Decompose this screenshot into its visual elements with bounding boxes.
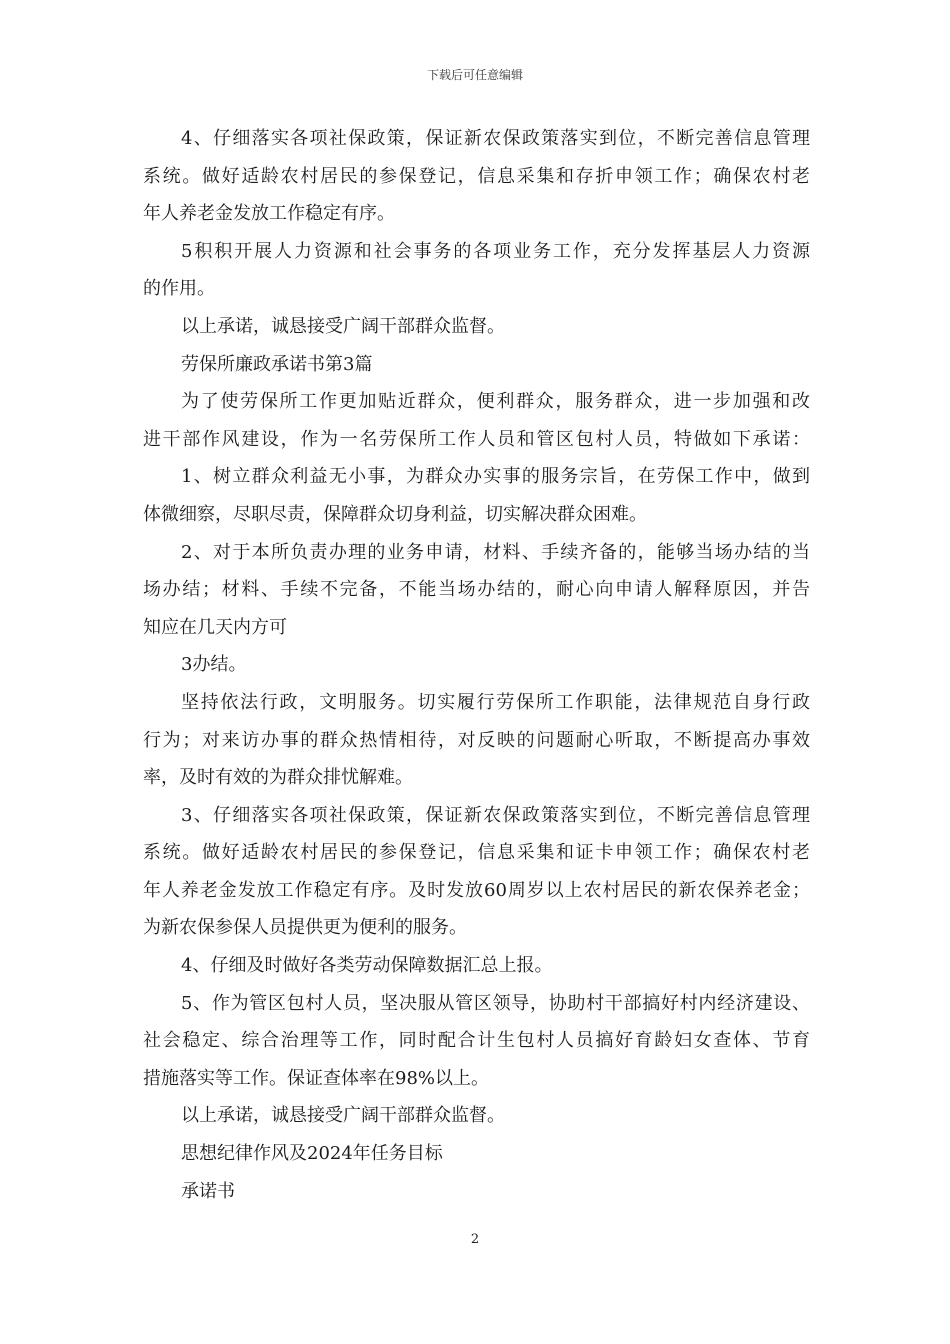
text-line: 社会稳定、综合治理等工作，同时配合计生包村人员搞好育龄妇女查体、节育 <box>143 1030 810 1052</box>
text-line: 5积积开展人力资源和社会事务的各项业务工作，充分发挥基层人力资源 <box>181 240 810 262</box>
section-title: 思想纪律作风及2024年任务目标 <box>181 1143 443 1165</box>
text-line: 年人养老金发放工作稳定有序。 <box>143 203 395 225</box>
text-line: 3办结。 <box>181 654 247 676</box>
section-title: 承诺书 <box>181 1180 235 1202</box>
text-line: 坚持依法行政，文明服务。切实履行劳保所工作职能，法律规范自身行政 <box>181 691 810 713</box>
text-line: 的作用。 <box>143 278 215 300</box>
text-line: 为了使劳保所工作更加贴近群众，便利群众，服务群众，进一步加强和改 <box>181 391 810 413</box>
text-line: 进干部作风建设，作为一名劳保所工作人员和管区包村人员，特做如下承诺： <box>143 428 810 450</box>
text-line: 4、仔细落实各项社保政策，保证新农保政策落实到位，不断完善信息管理 <box>181 128 810 149</box>
text-line: 措施落实等工作。保证查体率在98%以上。 <box>143 1067 490 1089</box>
text-line: 3、仔细落实各项社保政策，保证新农保政策落实到位，不断完善信息管理 <box>181 804 810 826</box>
document-body <box>143 120 810 1210</box>
text-line: 4、仔细及时做好各类劳动保障数据汇总上报。 <box>181 955 553 977</box>
text-line: 以上承诺，诚恳接受广阔干部群众监督。 <box>181 1105 505 1127</box>
section-title: 劳保所廉政承诺书第3篇 <box>181 353 373 375</box>
text-line: 行为；对来访办事的群众热情相待，对反映的问题耐心听取，不断提高办事效 <box>143 729 810 751</box>
text-line: 体微细察，尽职尽责，保障群众切身利益，切实解决群众困难。 <box>143 503 647 525</box>
text-line: 2、对于本所负责办理的业务申请，材料、手续齐备的，能够当场办结的当 <box>181 541 810 563</box>
text-line: 场办结；材料、手续不完备，不能当场办结的，耐心向申请人解释原因，并告 <box>143 579 810 601</box>
text-line: 1、树立群众利益无小事，为群众办实事的服务宗旨，在劳保工作中，做到 <box>181 466 810 488</box>
page-header-note: 下载后可任意编辑 <box>426 68 523 82</box>
text-line: 系统。做好适龄农村居民的参保登记，信息采集和存折申领工作；确保农村老 <box>143 165 810 187</box>
text-line: 知应在几天内方可 <box>143 616 287 638</box>
text-line: 系统。做好适龄农村居民的参保登记，信息采集和证卡申领工作；确保农村老 <box>143 842 810 864</box>
text-line: 5、作为管区包村人员，坚决服从管区领导，协助村干部搞好村内经济建设、 <box>181 992 810 1014</box>
text-line: 年人养老金发放工作稳定有序。及时发放60周岁以上农村居民的新农保养老金； <box>143 879 810 901</box>
text-line: 为新农保参保人员提供更为便利的服务。 <box>143 917 467 939</box>
page-number: 2 <box>470 1232 480 1247</box>
text-line: 以上承诺，诚恳接受广阔干部群众监督。 <box>181 315 505 337</box>
text-line: 率，及时有效的为群众排忧解难。 <box>143 767 413 789</box>
